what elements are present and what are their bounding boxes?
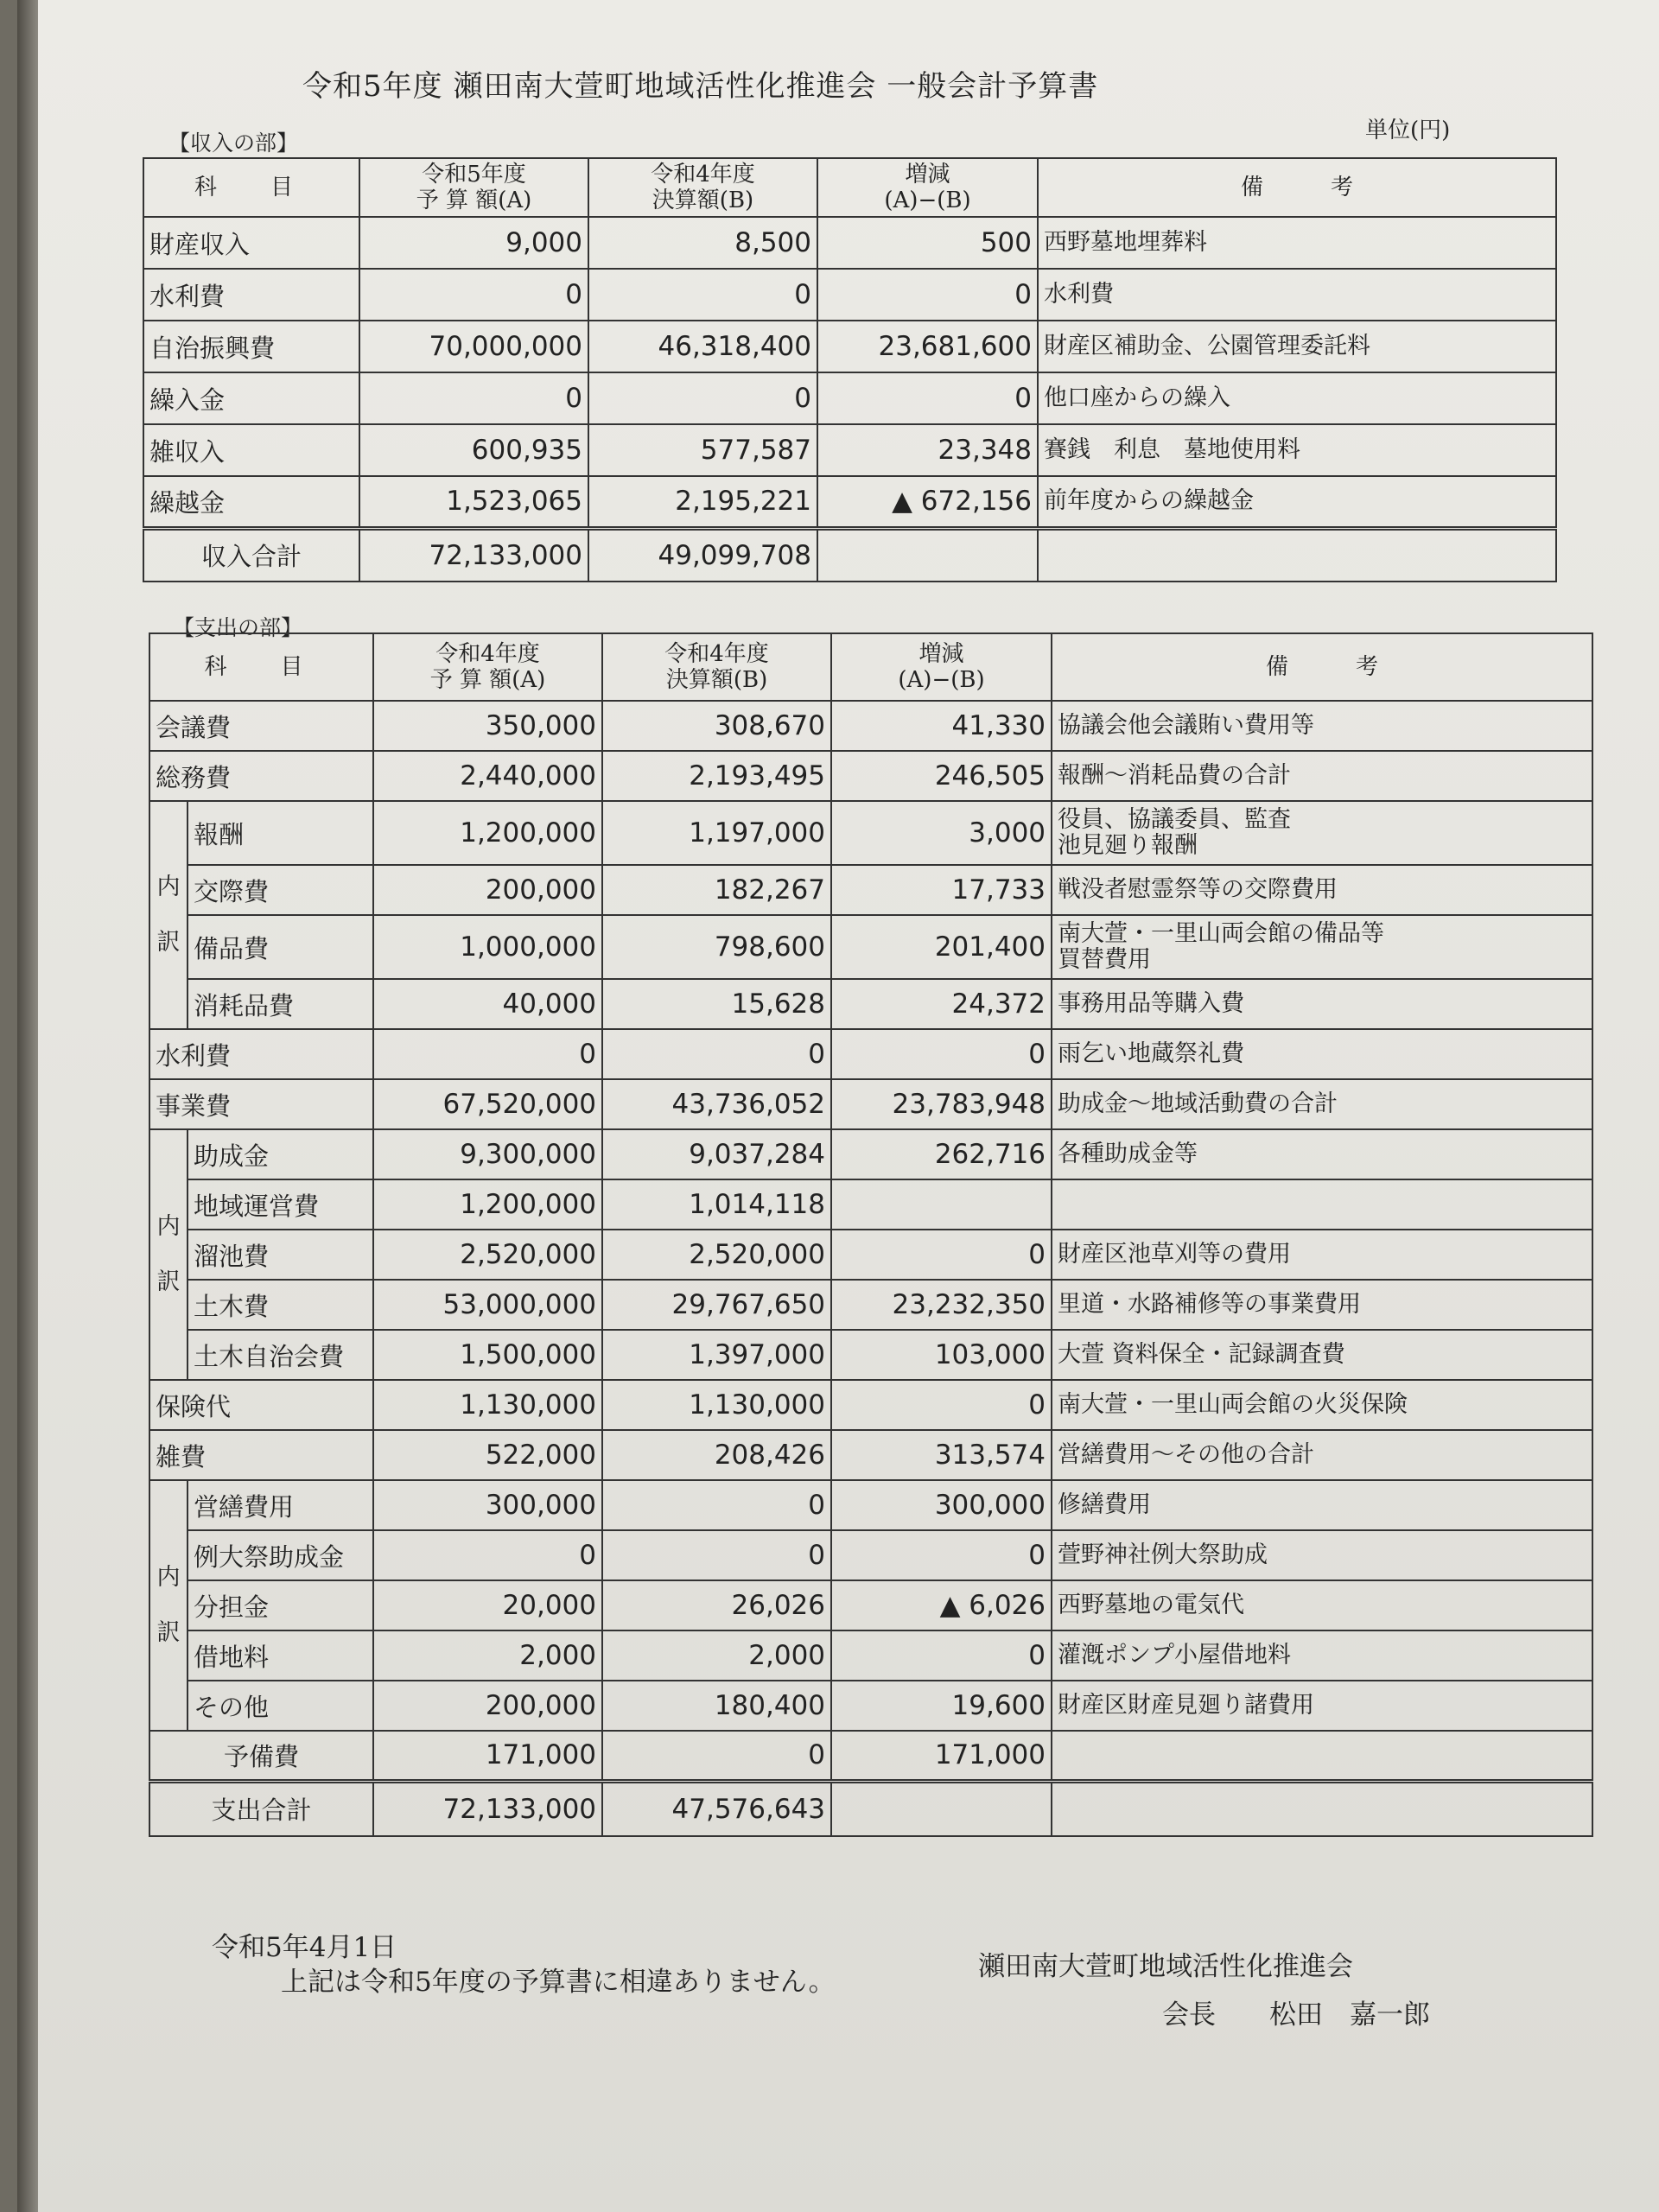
- expense-settlement: 43,736,052: [602, 1079, 831, 1129]
- expense-total-label: 支出合計: [149, 1781, 373, 1836]
- expense-diff: 41,330: [831, 701, 1052, 751]
- income-total-row: [143, 528, 1556, 582]
- expense-table: [149, 632, 1593, 1837]
- expense-note: 各種助成金等: [1052, 1129, 1592, 1179]
- income-item: 自治振興費: [143, 321, 359, 372]
- expense-total-row: [149, 1781, 1592, 1836]
- unit-label: 単位(円): [1365, 118, 1451, 143]
- income-diff: 23,348: [817, 424, 1038, 476]
- income-budget: 9,000: [359, 217, 588, 269]
- expense-note: [1052, 1179, 1592, 1230]
- income-diff: 0: [817, 372, 1038, 424]
- income-settlement: 0: [588, 269, 817, 321]
- income-budget: 1,523,065: [359, 476, 588, 528]
- expense-item: 事業費: [149, 1079, 373, 1129]
- expense-note: 里道・水路補修等の事業費用: [1052, 1280, 1592, 1330]
- expense-settlement: 1,014,118: [602, 1179, 831, 1230]
- expense-diff: 0: [831, 1029, 1052, 1079]
- expense-diff: 17,733: [831, 865, 1052, 915]
- income-total-label: 収入合計: [143, 528, 359, 582]
- expense-budget: 0: [373, 1530, 602, 1580]
- expense-budget: 1,500,000: [373, 1330, 602, 1380]
- expense-subitem: 土木費: [188, 1280, 373, 1330]
- expense-note: 南大萱・一里山両会館の備品等 買替費用: [1052, 915, 1592, 979]
- expense-budget: 67,520,000: [373, 1079, 602, 1129]
- expense-header-diff: 増減 (A)−(B): [831, 633, 1052, 701]
- income-note: 西野墓地埋葬料: [1038, 217, 1556, 269]
- expense-diff: 23,783,948: [831, 1079, 1052, 1129]
- expense-subitem: 借地料: [188, 1630, 373, 1681]
- income-table: [143, 157, 1557, 582]
- expense-subitem: 地域運営費: [188, 1179, 373, 1230]
- table-row: [149, 1430, 1592, 1480]
- expense-item: 予備費: [149, 1731, 373, 1781]
- income-total-note: [1038, 528, 1556, 582]
- income-budget: 0: [359, 269, 588, 321]
- expense-settlement: 15,628: [602, 979, 831, 1029]
- expense-note: 修繕費用: [1052, 1480, 1592, 1530]
- expense-diff: 300,000: [831, 1480, 1052, 1530]
- expense-diff: 0: [831, 1530, 1052, 1580]
- expense-diff: 313,574: [831, 1430, 1052, 1480]
- expense-settlement: 1,397,000: [602, 1330, 831, 1380]
- income-header-diff: 増減 (A)−(B): [817, 158, 1038, 217]
- income-total-settlement: 49,099,708: [588, 528, 817, 582]
- expense-diff: 201,400: [831, 915, 1052, 979]
- expense-note: 報酬〜消耗品費の合計: [1052, 751, 1592, 801]
- expense-budget: 40,000: [373, 979, 602, 1029]
- table-row: [149, 1179, 1592, 1230]
- expense-settlement: 0: [602, 1029, 831, 1079]
- income-item: 財産収入: [143, 217, 359, 269]
- expense-budget: 200,000: [373, 865, 602, 915]
- income-note: 他口座からの繰入: [1038, 372, 1556, 424]
- expense-note: 南大萱・一里山両会館の火災保険: [1052, 1380, 1592, 1430]
- expense-subitem: 交際費: [188, 865, 373, 915]
- expense-note: 助成金〜地域活動費の合計: [1052, 1079, 1592, 1129]
- table-row: [149, 915, 1592, 979]
- income-diff: 23,681,600: [817, 321, 1038, 372]
- footer-date: 令和5年4月1日: [212, 1932, 397, 1963]
- income-budget: 600,935: [359, 424, 588, 476]
- income-budget: 70,000,000: [359, 321, 588, 372]
- income-note: 財産区補助金、公園管理委託料: [1038, 321, 1556, 372]
- expense-settlement: 1,130,000: [602, 1380, 831, 1430]
- expense-section-label: 【支出の部】: [173, 615, 303, 640]
- table-row: [149, 1230, 1592, 1280]
- expense-settlement: 29,767,650: [602, 1280, 831, 1330]
- expense-settlement: 0: [602, 1480, 831, 1530]
- income-note: 賽銭 利息 墓地使用料: [1038, 424, 1556, 476]
- table-row: [143, 372, 1556, 424]
- expense-note: 協議会他会議賄い費用等: [1052, 701, 1592, 751]
- expense-budget: 20,000: [373, 1580, 602, 1630]
- footer-organization: 瀬田南大萱町地域活性化推進会: [978, 1951, 1353, 1982]
- expense-diff: ▲ 6,026: [831, 1580, 1052, 1630]
- expense-total-diff: [831, 1781, 1052, 1836]
- expense-budget: 53,000,000: [373, 1280, 602, 1330]
- expense-header-item: 科 目: [149, 633, 373, 701]
- expense-subitem: 溜池費: [188, 1230, 373, 1280]
- expense-diff: [831, 1179, 1052, 1230]
- document-title: 令和5年度 瀬田南大萱町地域活性化推進会 一般会計予算書: [302, 69, 1099, 104]
- expense-note: [1052, 1731, 1592, 1781]
- expense-subitem: 消耗品費: [188, 979, 373, 1029]
- expense-subitem: 備品費: [188, 915, 373, 979]
- expense-settlement: 2,520,000: [602, 1230, 831, 1280]
- table-row: [149, 865, 1592, 915]
- expense-note: 財産区池草刈等の費用: [1052, 1230, 1592, 1280]
- expense-subitem: 分担金: [188, 1580, 373, 1630]
- expense-budget: 0: [373, 1029, 602, 1079]
- table-row: [149, 1580, 1592, 1630]
- table-row: [143, 217, 1556, 269]
- expense-budget: 300,000: [373, 1480, 602, 1530]
- expense-budget: 2,440,000: [373, 751, 602, 801]
- income-header-settlement: 令和4年度 決算額(B): [588, 158, 817, 217]
- expense-settlement: 2,000: [602, 1630, 831, 1681]
- table-row: [143, 424, 1556, 476]
- expense-settlement: 0: [602, 1530, 831, 1580]
- page-edge-shadow: [17, 0, 38, 2212]
- income-settlement: 0: [588, 372, 817, 424]
- expense-diff: 246,505: [831, 751, 1052, 801]
- table-row: [149, 801, 1592, 865]
- income-item: 雑収入: [143, 424, 359, 476]
- table-row: [149, 1330, 1592, 1380]
- income-settlement: 46,318,400: [588, 321, 817, 372]
- expense-note: 財産区財産見廻り諸費用: [1052, 1681, 1592, 1731]
- expense-settlement: 208,426: [602, 1430, 831, 1480]
- income-settlement: 2,195,221: [588, 476, 817, 528]
- expense-diff: 262,716: [831, 1129, 1052, 1179]
- income-item: 水利費: [143, 269, 359, 321]
- income-section-label: 【収入の部】: [168, 130, 299, 156]
- expense-diff: 0: [831, 1630, 1052, 1681]
- expense-budget: 1,000,000: [373, 915, 602, 979]
- table-row: [149, 1480, 1592, 1530]
- income-note: 水利費: [1038, 269, 1556, 321]
- expense-note: 事務用品等購入費: [1052, 979, 1592, 1029]
- expense-item: 保険代: [149, 1380, 373, 1430]
- expense-budget: 1,130,000: [373, 1380, 602, 1430]
- table-row: [149, 751, 1592, 801]
- table-row: [149, 1029, 1592, 1079]
- income-note: 前年度からの繰越金: [1038, 476, 1556, 528]
- footer-signer: 会長 松田 嘉一郎: [1162, 1999, 1430, 2031]
- expense-diff: 24,372: [831, 979, 1052, 1029]
- income-total-diff: [817, 528, 1038, 582]
- expense-budget: 522,000: [373, 1430, 602, 1480]
- expense-diff: 103,000: [831, 1330, 1052, 1380]
- expense-subitem: 助成金: [188, 1129, 373, 1179]
- expense-subitem: 報酬: [188, 801, 373, 865]
- table-row: [149, 1630, 1592, 1681]
- expense-total-settlement: 47,576,643: [602, 1781, 831, 1836]
- expense-note: 大萱 資料保全・記録調査費: [1052, 1330, 1592, 1380]
- expense-settlement: 180,400: [602, 1681, 831, 1731]
- expense-item: 総務費: [149, 751, 373, 801]
- expense-settlement: 9,037,284: [602, 1129, 831, 1179]
- expense-subitem: 土木自治会費: [188, 1330, 373, 1380]
- table-row: [149, 979, 1592, 1029]
- expense-diff: 0: [831, 1230, 1052, 1280]
- expense-settlement: 1,197,000: [602, 801, 831, 865]
- expense-header-budget: 令和4年度 予 算 額(A): [373, 633, 602, 701]
- expense-budget: 171,000: [373, 1731, 602, 1781]
- table-row: [149, 1129, 1592, 1179]
- table-row: [143, 269, 1556, 321]
- table-row: [143, 476, 1556, 528]
- table-row: [149, 1280, 1592, 1330]
- income-diff: 500: [817, 217, 1038, 269]
- income-header-budget: 令和5年度 予 算 額(A): [359, 158, 588, 217]
- expense-settlement: 26,026: [602, 1580, 831, 1630]
- expense-diff: 3,000: [831, 801, 1052, 865]
- table-row: [149, 1530, 1592, 1580]
- expense-budget: 1,200,000: [373, 801, 602, 865]
- income-diff: ▲ 672,156: [817, 476, 1038, 528]
- expense-budget: 350,000: [373, 701, 602, 751]
- document-page: [17, 0, 1659, 2212]
- expense-note: 西野墓地の電気代: [1052, 1580, 1592, 1630]
- table-row: [149, 1079, 1592, 1129]
- breakdown-marker: 内 訳: [149, 1129, 188, 1380]
- footer-statement: 上記は令和5年度の予算書に相違ありません。: [281, 1967, 836, 1998]
- expense-total-note: [1052, 1781, 1592, 1836]
- expense-note: 灌漑ポンプ小屋借地料: [1052, 1630, 1592, 1681]
- income-settlement: 577,587: [588, 424, 817, 476]
- table-row: [149, 1380, 1592, 1430]
- income-budget: 0: [359, 372, 588, 424]
- income-item: 繰入金: [143, 372, 359, 424]
- expense-diff: 23,232,350: [831, 1280, 1052, 1330]
- expense-diff: 19,600: [831, 1681, 1052, 1731]
- breakdown-marker: 内 訳: [149, 1480, 188, 1731]
- expense-diff: 171,000: [831, 1731, 1052, 1781]
- expense-settlement: 182,267: [602, 865, 831, 915]
- expense-item: 水利費: [149, 1029, 373, 1079]
- expense-note: 雨乞い地蔵祭礼費: [1052, 1029, 1592, 1079]
- expense-header-note: 備 考: [1052, 633, 1592, 701]
- income-header-item: 科 目: [143, 158, 359, 217]
- expense-note: 戦没者慰霊祭等の交際費用: [1052, 865, 1592, 915]
- expense-settlement: 798,600: [602, 915, 831, 979]
- expense-budget: 200,000: [373, 1681, 602, 1731]
- income-settlement: 8,500: [588, 217, 817, 269]
- income-header-row: [143, 158, 1556, 217]
- expense-note: 営繕費用〜その他の合計: [1052, 1430, 1592, 1480]
- income-total-budget: 72,133,000: [359, 528, 588, 582]
- table-row: [149, 701, 1592, 751]
- expense-note: 役員、協議委員、監査 池見廻り報酬: [1052, 801, 1592, 865]
- expense-header-row: [149, 633, 1592, 701]
- expense-budget: 9,300,000: [373, 1129, 602, 1179]
- expense-settlement: 308,670: [602, 701, 831, 751]
- expense-settlement: 0: [602, 1731, 831, 1781]
- expense-budget: 2,520,000: [373, 1230, 602, 1280]
- expense-header-settlement: 令和4年度 決算額(B): [602, 633, 831, 701]
- expense-total-budget: 72,133,000: [373, 1781, 602, 1836]
- table-row: [149, 1681, 1592, 1731]
- table-row: [143, 321, 1556, 372]
- income-item: 繰越金: [143, 476, 359, 528]
- expense-subitem: 例大祭助成金: [188, 1530, 373, 1580]
- expense-subitem: その他: [188, 1681, 373, 1731]
- expense-item: 会議費: [149, 701, 373, 751]
- expense-note: 萱野神社例大祭助成: [1052, 1530, 1592, 1580]
- expense-budget: 2,000: [373, 1630, 602, 1681]
- expense-subitem: 営繕費用: [188, 1480, 373, 1530]
- income-diff: 0: [817, 269, 1038, 321]
- expense-diff: 0: [831, 1380, 1052, 1430]
- expense-settlement: 2,193,495: [602, 751, 831, 801]
- expense-item: 雑費: [149, 1430, 373, 1480]
- expense-budget: 1,200,000: [373, 1179, 602, 1230]
- breakdown-marker: 内 訳: [149, 801, 188, 1029]
- table-row: [149, 1731, 1592, 1781]
- income-header-note: 備 考: [1038, 158, 1556, 217]
